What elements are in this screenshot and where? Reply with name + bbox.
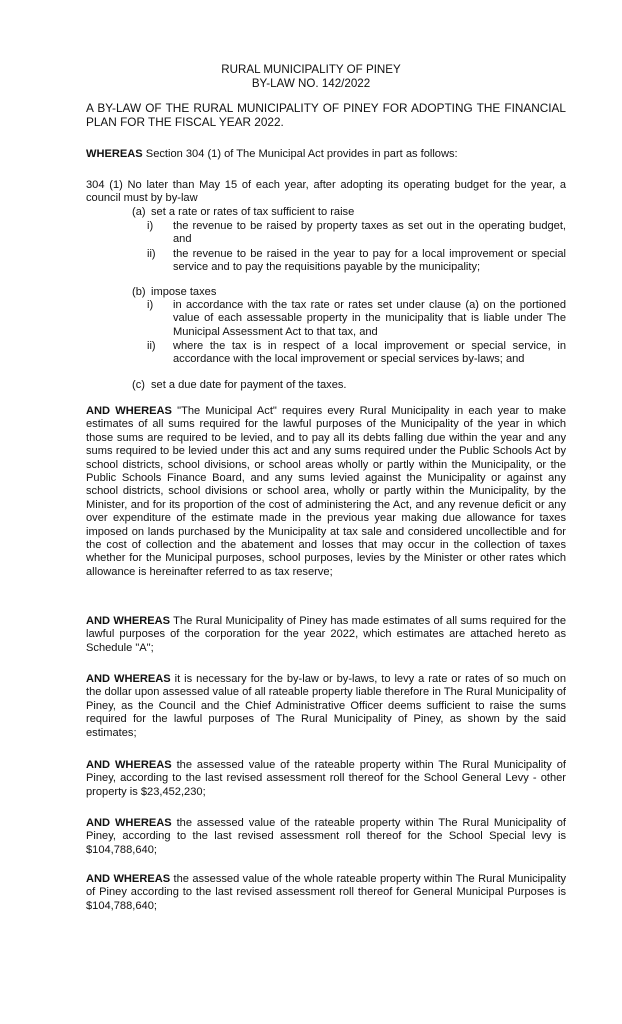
- subclause-label: i): [147, 299, 154, 311]
- subclause-label: ii): [147, 340, 156, 352]
- clause-label: (c): [132, 379, 145, 391]
- clause-text: impose taxes: [151, 286, 217, 298]
- whereas-lead: AND WHEREAS: [86, 759, 172, 771]
- clause-text: set a due date for payment of the taxes.: [151, 379, 347, 391]
- subclause-text: the revenue to be raised by property taxes as set out in the operating budget, and: [173, 220, 566, 246]
- whereas-text: The Rural Municipality of Piney has made estimates of all sums required for the lawful purposes of the corporation for the year 2022, which estimates are attached hereto as Schedule "A";: [86, 615, 566, 654]
- clause-text: set a rate or rates of tax sufficient to raise: [151, 206, 355, 218]
- whereas-paragraph-5: [86, 759, 566, 799]
- bylaw-number: BY-LAW NO. 142/2022: [251, 77, 371, 90]
- whereas-text: the assessed value of the rateable property within The Rural Municipality of Piney, according to the last revised assessment roll thereof for the School Special levy is $104,788,640;: [86, 817, 566, 856]
- municipality-title: RURAL MUNICIPALITY OF PINEY: [221, 63, 401, 76]
- whereas-paragraph-7: [86, 873, 566, 913]
- clause-b: [132, 286, 562, 299]
- clause-b-i: [147, 299, 566, 339]
- whereas-lead: AND WHEREAS: [86, 873, 171, 885]
- whereas-lead: AND WHEREAS: [86, 615, 171, 627]
- clause-label: (a): [132, 206, 146, 218]
- clause-label: (b): [132, 286, 146, 298]
- subclause-label: ii): [147, 248, 156, 260]
- whereas-lead: AND WHEREAS: [86, 817, 172, 829]
- whereas-lead: WHEREAS: [86, 148, 143, 160]
- whereas-paragraph-3: [86, 615, 566, 655]
- subclause-text: the revenue to be raised in the year to pay for a local improvement or special service and to pay the requisitions payable by the municipality;: [173, 248, 566, 274]
- whereas-text: it is necessary for the by-law or by-laws, to levy a rate or rates of so much on the dollar upon assessed value of all rateable property liable therefore in The Rural Municipality of Piney, as the Council and the Chief Administrative Officer deems sufficient to raise the sums required for the lawful purposes of The Rural Municipality of Piney, as shown by the said estimates;: [86, 673, 566, 739]
- whereas-lead: AND WHEREAS: [86, 405, 172, 417]
- whereas-text: "The Municipal Act" requires every Rural Municipality in each year to make estimates of all sums required for the lawful purposes of the Municipality of the year in which those sums are required to be levied, and to pay all its debts falling due within the year and any sums required to be levied under this act and any sums required under the Public Schools Act by school districts, school divisions, or school areas wholly or partly within the Municipality, or the Public Schools Finance Board, and any sums levied against the Municipality or against any school districts, school divisions or school area, wholly or partly within the Municipality, by the Minister, and for its proportion of the cost of administering the Act, and any revenue deficit or any over expenditure of the estimate made in the previous year making due allowance for taxes imposed on lands purchased by the Municipality at tax sale and considered uncollectible and for the cost of collection and the abatement and losses that may occur in the collection of taxes whether for the Municipal purposes, school purposes, levies by the Minister or other rates which allowance is hereinafter referred to as tax reserve;: [86, 405, 566, 578]
- whereas-text: the assessed value of the whole rateable property within The Rural Municipality of Piney according to the last revised assessment roll thereof for General Municipal Purposes is $104,788,640;: [86, 873, 566, 912]
- clause-b-ii: [147, 340, 566, 367]
- whereas-text: Section 304 (1) of The Municipal Act provides in part as follows:: [142, 148, 458, 160]
- clause-a: [132, 206, 562, 219]
- subclause-text: in accordance with the tax rate or rates set under clause (a) on the portioned value of each assessable property in the municipality that is liable under The Municipal Assessment Act to that tax, and: [173, 299, 566, 338]
- section-304-text: 304 (1) No later than May 15 of each year, after adopting its operating budget for the year, a council must by by-law: [86, 179, 566, 205]
- clause-c: [132, 379, 562, 392]
- subclause-text: where the tax is in respect of a local improvement or special service, in accordance with the local improvement or special services by-laws; and: [173, 340, 566, 366]
- whereas-paragraph-4: [86, 673, 566, 740]
- whereas-lead: AND WHEREAS: [86, 673, 171, 685]
- whereas-text: the assessed value of the rateable property within The Rural Municipality of Piney, according to the last revised assessment roll thereof for the School General Levy - other property is $23,452,230;: [86, 759, 566, 798]
- subclause-label: i): [147, 220, 154, 232]
- whereas-paragraph-1: [86, 148, 566, 161]
- clause-a-i: [147, 220, 566, 247]
- whereas-paragraph-2: [86, 405, 566, 579]
- bylaw-intro: A BY-LAW OF THE RURAL MUNICIPALITY OF PINEY FOR ADOPTING THE FINANCIAL PLAN FOR THE FISCAL YEAR 2022.: [86, 101, 566, 130]
- whereas-paragraph-6: [86, 817, 566, 857]
- clause-a-ii: [147, 248, 566, 275]
